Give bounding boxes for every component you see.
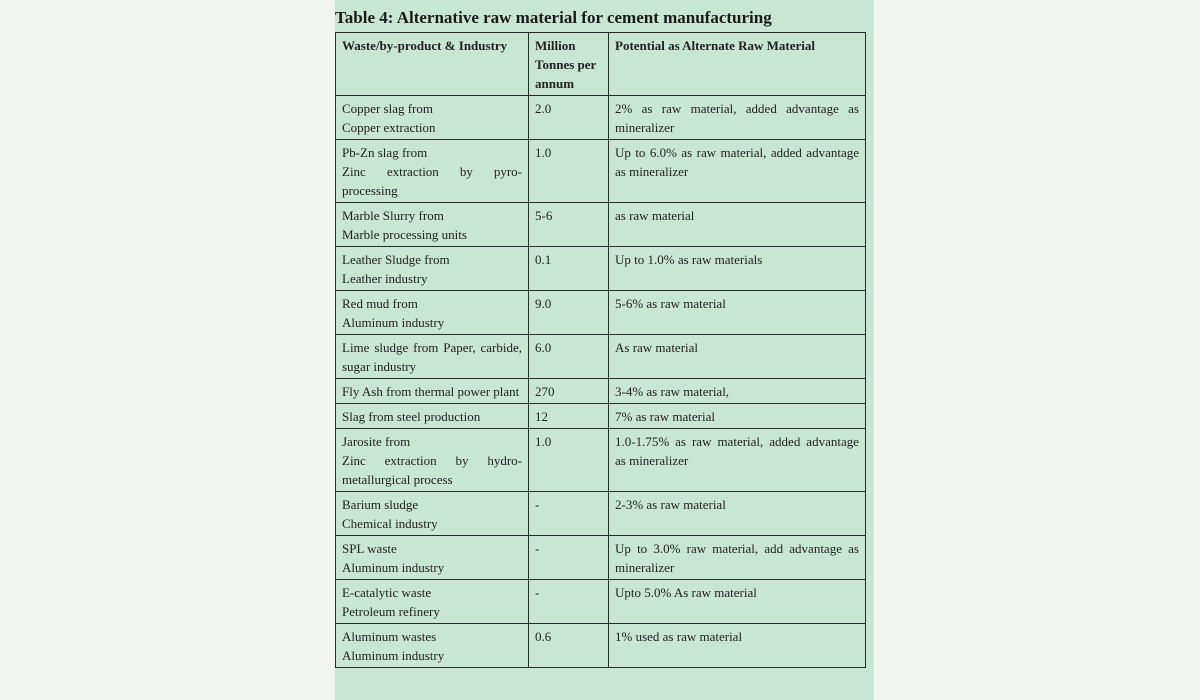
table-row	[336, 429, 866, 492]
potential-cell: 5-6% as raw material	[609, 291, 866, 335]
potential-cell: as raw material	[609, 203, 866, 247]
table-caption: Table 4: Alternative raw material for cement manufacturing	[335, 8, 772, 27]
waste-source: Aluminum wastes	[342, 629, 437, 644]
waste-cell	[336, 203, 529, 247]
tonnes-cell: 6.0	[529, 335, 609, 379]
tonnes-cell: 1.0	[529, 140, 609, 203]
tonnes-cell: 270	[529, 379, 609, 404]
tonnes-cell: 9.0	[529, 291, 609, 335]
tonnes-cell: -	[529, 536, 609, 580]
table-row	[336, 624, 866, 668]
header-row	[336, 33, 866, 96]
raw-material-table	[335, 32, 866, 668]
waste-cell	[336, 536, 529, 580]
waste-cell	[336, 140, 529, 203]
waste-source: SPL waste	[342, 541, 397, 556]
tonnes-cell: 12	[529, 404, 609, 429]
potential-cell: 1.0-1.75% as raw material, added advantage as mineralizer	[609, 429, 866, 492]
header-waste: Waste/by-product & Industry	[336, 33, 529, 96]
tonnes-cell: 2.0	[529, 96, 609, 140]
table-row	[336, 203, 866, 247]
waste-industry: Zinc extraction by pyro-processing	[342, 164, 522, 198]
waste-industry: Zinc extraction by hydro-metallurgical process	[342, 453, 522, 487]
potential-cell: Up to 1.0% as raw materials	[609, 247, 866, 291]
potential-cell: 1% used as raw material	[609, 624, 866, 668]
waste-cell	[336, 379, 529, 404]
waste-source: E-catalytic waste	[342, 585, 432, 600]
tonnes-cell: 0.6	[529, 624, 609, 668]
waste-source: Fly Ash from thermal power plant	[342, 384, 520, 399]
waste-source: Marble Slurry from	[342, 208, 444, 223]
waste-source: Red mud from	[342, 296, 418, 311]
waste-industry: Copper extraction	[342, 120, 436, 135]
table-body	[336, 96, 866, 668]
header-tonnes: Million Tonnes per annum	[529, 33, 609, 96]
tonnes-cell: -	[529, 580, 609, 624]
waste-source: Barium sludge	[342, 497, 419, 512]
table-row	[336, 140, 866, 203]
waste-cell	[336, 492, 529, 536]
table-row	[336, 492, 866, 536]
waste-cell	[336, 291, 529, 335]
tonnes-cell: -	[529, 492, 609, 536]
table-row	[336, 291, 866, 335]
waste-industry: Aluminum industry	[342, 560, 445, 575]
waste-industry: Marble processing units	[342, 227, 467, 242]
waste-source: Jarosite from	[342, 434, 411, 449]
waste-industry: Petroleum refinery	[342, 604, 440, 619]
potential-cell: 2% as raw material, added advantage as mineralizer	[609, 96, 866, 140]
table-row	[336, 379, 866, 404]
table-row	[336, 536, 866, 580]
potential-cell: 2-3% as raw material	[609, 492, 866, 536]
potential-cell: As raw material	[609, 335, 866, 379]
potential-cell: Up to 3.0% raw material, add advantage as mineralizer	[609, 536, 866, 580]
waste-industry: Leather industry	[342, 271, 428, 286]
waste-cell	[336, 624, 529, 668]
waste-source: Lime sludge from Paper, carbide, sugar industry	[342, 340, 522, 374]
waste-cell	[336, 335, 529, 379]
header-potential: Potential as Alternate Raw Material	[609, 33, 866, 96]
waste-cell	[336, 96, 529, 140]
waste-industry: Chemical industry	[342, 516, 438, 531]
potential-cell: Upto 5.0% As raw material	[609, 580, 866, 624]
table-row	[336, 580, 866, 624]
waste-cell	[336, 247, 529, 291]
waste-cell	[336, 429, 529, 492]
waste-cell	[336, 580, 529, 624]
waste-source: Copper slag from	[342, 101, 433, 116]
tonnes-cell: 5-6	[529, 203, 609, 247]
waste-source: Leather Sludge from	[342, 252, 450, 267]
waste-industry: Aluminum industry	[342, 315, 445, 330]
potential-cell: Up to 6.0% as raw material, added advantage as mineralizer	[609, 140, 866, 203]
tonnes-cell: 0.1	[529, 247, 609, 291]
table-row	[336, 96, 866, 140]
potential-cell: 3-4% as raw material,	[609, 379, 866, 404]
waste-industry: Aluminum industry	[342, 648, 445, 663]
table-row	[336, 404, 866, 429]
table-row	[336, 247, 866, 291]
table-row	[336, 335, 866, 379]
tonnes-cell: 1.0	[529, 429, 609, 492]
waste-source: Slag from steel production	[342, 409, 481, 424]
waste-cell	[336, 404, 529, 429]
potential-cell: 7% as raw material	[609, 404, 866, 429]
waste-source: Pb-Zn slag from	[342, 145, 428, 160]
